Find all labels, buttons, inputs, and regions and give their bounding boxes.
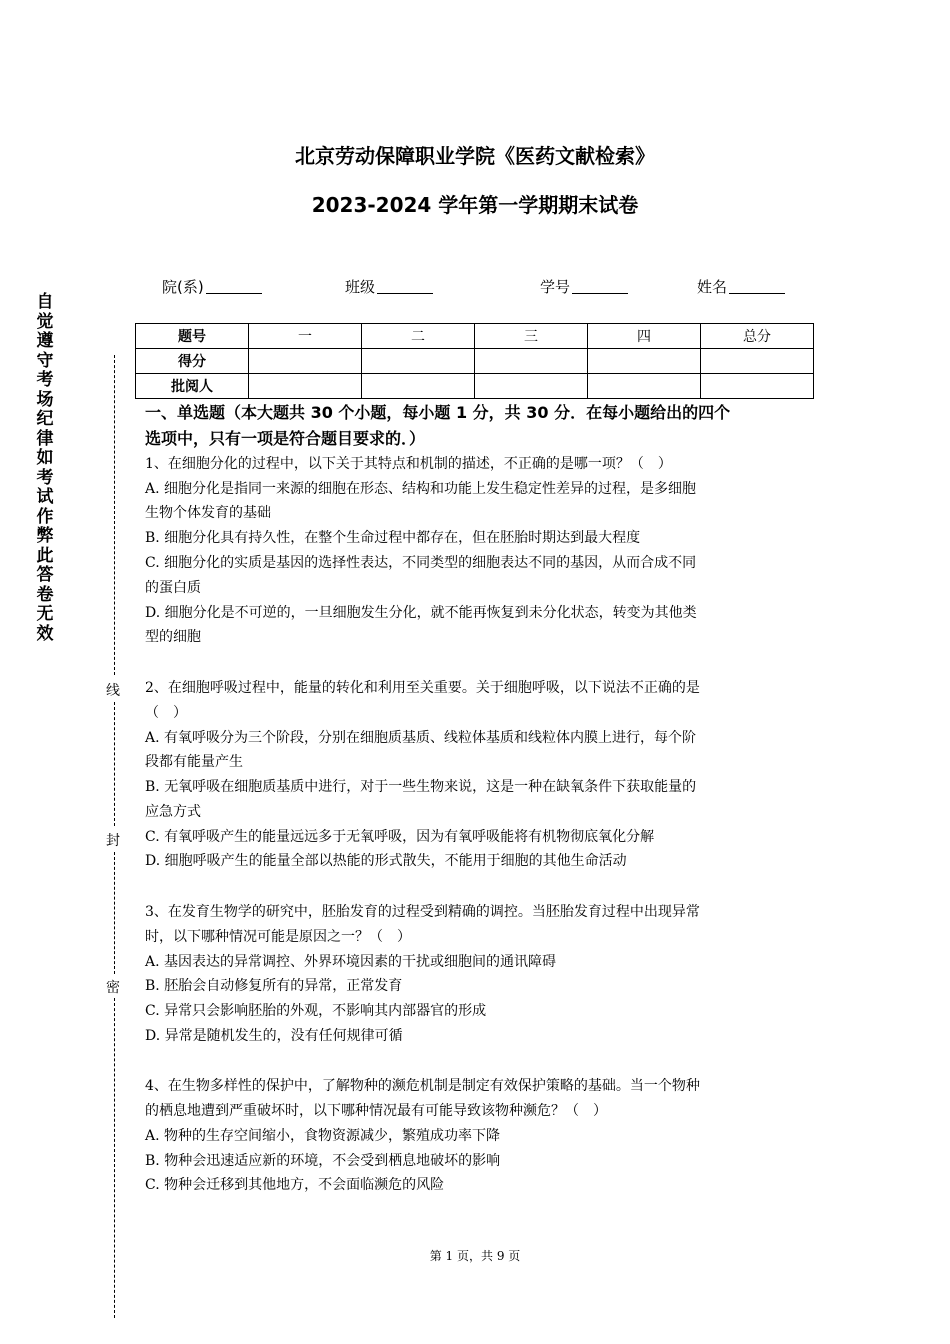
q3-stem-cont: 时，以下哪种情况可能是原因之一？（ ） (145, 929, 411, 945)
grader-cell[interactable] (362, 374, 475, 399)
score-cell[interactable] (701, 349, 814, 374)
q1-option-a-cont: 生物个体发育的基础 (145, 505, 271, 521)
department-label: 院(系) (162, 278, 204, 296)
q4-option-c: C. 物种会迁移到其他地方，不会面临濒危的风险 (145, 1177, 445, 1193)
name-blank[interactable] (729, 279, 785, 294)
score-cell[interactable] (249, 349, 362, 374)
q3-option-c: C. 异常只会影响胚胎的外观，不影响其内部器官的形成 (145, 1003, 487, 1019)
header-part-4: 四 (588, 324, 701, 349)
q3-option-d: D. 异常是随机发生的，没有任何规律可循 (145, 1028, 403, 1044)
q1-option-d-cont: 型的细胞 (145, 629, 201, 645)
score-table (135, 323, 814, 399)
q3-option-a: A. 基因表达的异常调控、外界环境因素的干扰或细胞间的通讯障碍 (145, 954, 557, 970)
name-field[interactable] (697, 276, 785, 297)
q1-option-c-cont: 的蛋白质 (145, 580, 201, 596)
q1-option-a: A. 细胞分化是指同一来源的细胞在形态、结构和功能上发生稳定性差异的过程，是多细胞 (145, 481, 697, 497)
name-label: 姓名 (697, 278, 728, 296)
q2-stem: 2、在细胞呼吸过程中，能量的转化和利用至关重要。关于细胞呼吸，以下说法不正确的是 (145, 680, 700, 696)
q2-option-b: B. 无氧呼吸在细胞质基质中进行，对于一些生物来说，这是一种在缺氧条件下获取能量的 (145, 779, 697, 795)
header-part-1: 一 (249, 324, 362, 349)
q2-option-b-cont: 应急方式 (145, 804, 201, 820)
q4-stem-cont: 的栖息地遭到严重破坏时，以下哪种情况最有可能导致该物种濒危？（ ） (145, 1103, 607, 1119)
header-total: 总分 (701, 324, 814, 349)
student-id-blank[interactable] (572, 279, 628, 294)
department-field[interactable] (162, 276, 262, 297)
seal-dashed-line (114, 852, 115, 974)
exam-title-line2: 2023-2024 学年第一学期期末试卷 (311, 193, 639, 217)
q4-option-b: B. 物种会迅速适应新的环境，不会受到栖息地破坏的影响 (145, 1153, 501, 1169)
q1-option-b: B. 细胞分化具有持久性，在整个生命过程中都存在，但在胚胎时期达到最大程度 (145, 530, 641, 546)
grader-cell[interactable] (701, 374, 814, 399)
header-part-3: 三 (475, 324, 588, 349)
exam-discipline-notice: 自觉遵守考场纪律如考试作弊此答卷无效 (36, 292, 54, 644)
q4-option-a: A. 物种的生存空间缩小，食物资源减少，繁殖成功率下降 (145, 1128, 501, 1144)
q3-stem: 3、在发育生物学的研究中，胚胎发育的过程受到精确的调控。当胚胎发育过程中出现异常 (145, 904, 700, 920)
seal-dashed-line (114, 998, 115, 1318)
seal-dashed-line (114, 702, 115, 826)
exam-title-line1: 北京劳动保障职业学院《医药文献检索》 (295, 144, 655, 168)
class-blank[interactable] (377, 279, 433, 294)
q1-stem: 1、在细胞分化的过程中，以下关于其特点和机制的描述，不正确的是哪一项？（ ） (145, 456, 672, 472)
student-id-label: 学号 (540, 278, 571, 296)
department-blank[interactable] (206, 279, 262, 294)
score-table-header-row (136, 324, 814, 349)
grader-cell[interactable] (249, 374, 362, 399)
score-row-label: 得分 (136, 349, 249, 374)
class-label: 班级 (345, 278, 376, 296)
score-cell[interactable] (475, 349, 588, 374)
score-cell[interactable] (588, 349, 701, 374)
q4-stem: 4、在生物多样性的保护中，了解物种的濒危机制是制定有效保护策略的基础。当一个物种 (145, 1078, 700, 1094)
q1-option-c: C. 细胞分化的实质是基因的选择性表达，不同类型的细胞表达不同的基因，从而合成不同 (145, 555, 697, 571)
grader-cell[interactable] (475, 374, 588, 399)
q2-option-d: D. 细胞呼吸产生的能量全部以热能的形式散失，不能用于细胞的其他生命活动 (145, 853, 627, 869)
grader-cell[interactable] (588, 374, 701, 399)
score-row (136, 349, 814, 374)
q3-option-b: B. 胚胎会自动修复所有的异常，正常发育 (145, 978, 403, 994)
q2-stem-cont: （ ） (145, 705, 187, 721)
section-heading (145, 400, 825, 452)
seal-seal-char: 封 (106, 833, 120, 849)
q2-option-a-cont: 段都有能量产生 (145, 754, 243, 770)
grader-row-label: 批阅人 (136, 374, 249, 399)
grader-row (136, 374, 814, 399)
q2-option-a: A. 有氧呼吸分为三个阶段，分别在细胞质基质、线粒体基质和线粒体内膜上进行，每个阶 (145, 730, 697, 746)
section-heading-line1: 一、单选题（本大题共 30 个小题，每小题 1 分，共 30 分．在每小题给出的四个 (145, 403, 731, 422)
header-question-number: 题号 (136, 324, 249, 349)
page-number: 第 1 页，共 9 页 (429, 1249, 521, 1263)
section-heading-line2: 选项中，只有一项是符合题目要求的．） (145, 429, 426, 448)
header-part-2: 二 (362, 324, 475, 349)
q2-option-c: C. 有氧呼吸产生的能量远远多于无氧呼吸，因为有氧呼吸能将有机物彻底氧化分解 (145, 829, 655, 845)
student-id-field[interactable] (540, 276, 628, 297)
seal-line-char: 线 (106, 683, 120, 699)
seal-dashed-line (114, 355, 115, 675)
seal-close-char: 密 (106, 980, 120, 996)
q1-option-d: D. 细胞分化是不可逆的，一旦细胞发生分化，就不能再恢复到未分化状态，转变为其他类 (145, 605, 697, 621)
score-cell[interactable] (362, 349, 475, 374)
class-field[interactable] (345, 276, 433, 297)
